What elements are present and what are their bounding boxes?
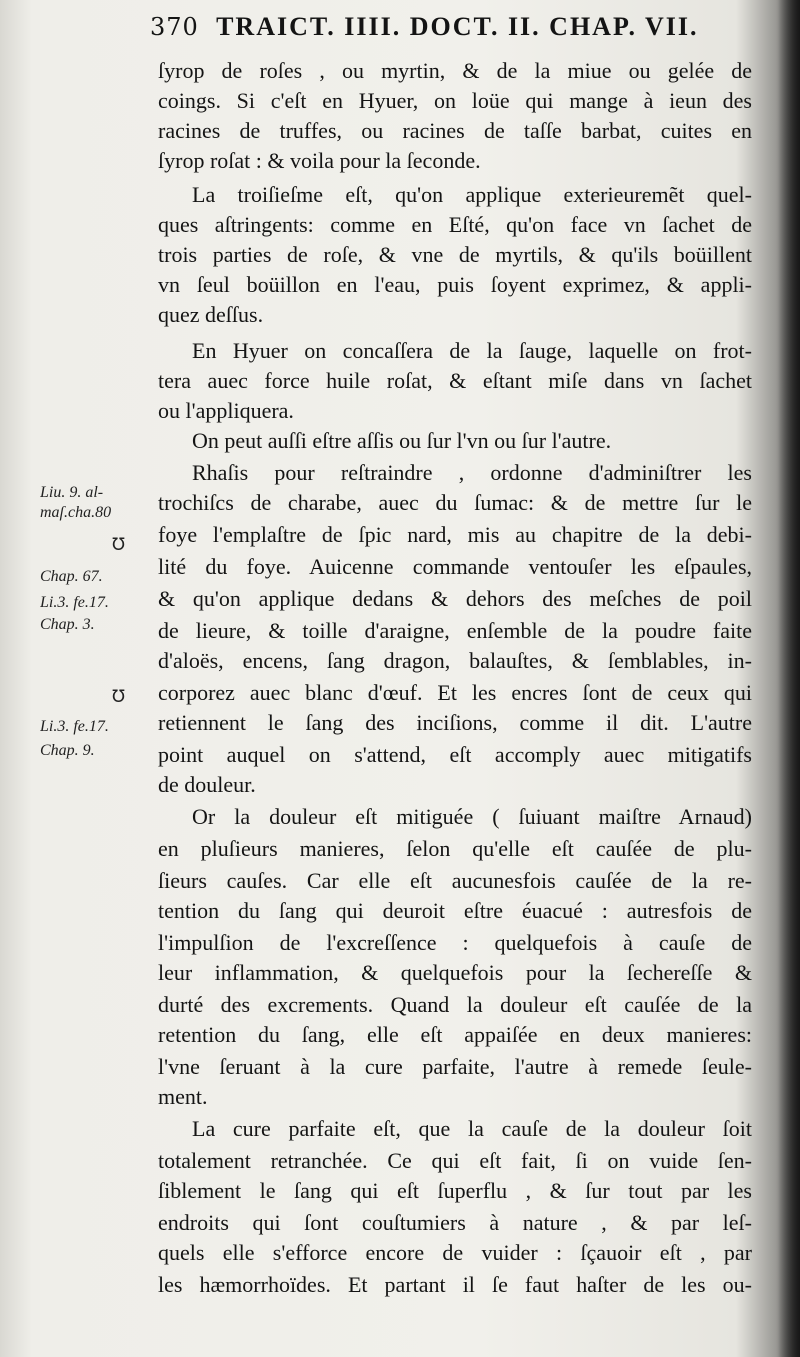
text-line: racines de truffes, ou racines de taſſe barbat, cuites en (158, 118, 752, 143)
margin-note: Li.3. fe.17. (40, 594, 109, 611)
running-header (150, 12, 750, 48)
text-line: corporez auec blanc d'œuf. Et les encres ſont de ceux qui (158, 680, 752, 705)
text-line: On peut auſſi eſtre aſſis ou ſur l'vn ou ſur l'autre. (192, 428, 612, 453)
text-line: ſiblement le ſang qui eſt ſuperflu , & ſur tout par les (158, 1178, 752, 1203)
text-line: ſieurs cauſes. Car elle eſt aucunesfois cauſée de la re- (158, 868, 752, 893)
running-title: TRAICT. IIII. DOCT. II. CHAP. VII. (216, 12, 699, 41)
margin-note: maſ.cha.80 (40, 504, 112, 521)
text-line: les hæmorrhoïdes. Et partant il ſe faut haſter de les ou- (158, 1272, 752, 1297)
text-line: leur inflammation, & quelquefois pour la ſechereſſe & (158, 960, 752, 985)
text-line: tention du ſang qui deuroit eſtre éuacué : autresfois de (158, 898, 752, 923)
text-line: ſyrop de roſes , ou myrtin, & de la miue ou gelée de (158, 58, 752, 83)
text-line: d'aloës, encens, ſang dragon, balauſtes, & ſemblables, in- (158, 648, 752, 673)
margin-note: Li.3. fe.17. (40, 718, 109, 735)
text-line: Rhaſis pour reſtraindre , ordonne d'adminiſtrer les (192, 460, 752, 485)
text-line: quels elle s'efforce encore de vuider : ſçauoir eſt , par (158, 1240, 752, 1265)
text-line: trochiſcs de charabe, auec du ſumac: & de mettre ſur le (158, 490, 752, 515)
page-edge-shadow (778, 0, 800, 1357)
margin-symbol: ℧ (112, 687, 125, 706)
page-number: 370 (150, 13, 199, 41)
margin-note: Chap. 9. (40, 742, 95, 759)
text-line: trois parties de roſe, & vne de myrtils, & qu'ils boüillent (158, 242, 752, 267)
text-line: foye l'emplaſtre de ſpic nard, mis au chapitre de la debi- (158, 522, 752, 547)
text-line: quez deſſus. (158, 302, 264, 327)
margin-note: Chap. 67. (40, 568, 103, 585)
text-line: l'vne ſeruant à la cure parfaite, l'autre à remede ſeule- (158, 1054, 752, 1079)
text-line: lité du foye. Auicenne commande ventouſer les eſpaules, (158, 554, 752, 579)
text-line: de lieure, & toille d'araigne, enſemble de la poudre faite (158, 618, 752, 643)
text-line: ques aſtringents: comme en Eſté, qu'on face vn ſachet de (158, 212, 752, 237)
margin-note: Chap. 3. (40, 616, 95, 633)
text-line: de douleur. (158, 772, 256, 797)
text-line: en pluſieurs manieres, ſelon qu'elle eſt cauſée de plu- (158, 836, 752, 861)
text-line: retiennent le ſang des inciſions, comme il dit. L'autre (158, 710, 752, 735)
text-line: & qu'on applique dedans & dehors des meſches de poil (158, 586, 752, 611)
text-line: l'impulſion de l'excreſſence : quelquefois à cauſe de (158, 930, 752, 955)
text-line: vn ſeul boüillon en l'eau, puis ſoyent exprimez, & appli- (158, 272, 752, 297)
text-line: Or la douleur eſt mitiguée ( ſuiuant maiſtre Arnaud) (192, 804, 752, 829)
text-line: ment. (158, 1084, 208, 1109)
text-line: ou l'appliquera. (158, 398, 294, 423)
margin-note: Liu. 9. al- (40, 484, 104, 501)
text-line: En Hyuer on concaſſera de la ſauge, laquelle on frot- (192, 338, 752, 363)
text-line: durté des excrements. Quand la douleur eſt cauſée de la (158, 992, 752, 1017)
text-line: point auquel on s'attend, eſt accomply auec mitigatifs (158, 742, 752, 767)
text-line: totalement retranchée. Ce qui eſt fait, ſi on vuide ſen- (158, 1148, 752, 1173)
text-line: retention du ſang, elle eſt appaiſée en deux manieres: (158, 1022, 752, 1047)
margin-symbol: ℧ (112, 535, 125, 554)
text-line: coings. Si c'eſt en Hyuer, on loüe qui mange à ieun des (158, 88, 752, 113)
text-line: La troiſieſme eſt, qu'on applique exterieuremẽt quel- (192, 182, 752, 207)
text-line: ſyrop roſat : & voila pour la ſeconde. (158, 148, 481, 173)
text-line: tera auec force huile roſat, & eſtant miſe dans vn ſachet (158, 368, 752, 393)
text-line: endroits qui ſont couſtumiers à nature , & par leſ- (158, 1210, 752, 1235)
text-line: La cure parfaite eſt, que la cauſe de la douleur ſoit (192, 1116, 752, 1141)
